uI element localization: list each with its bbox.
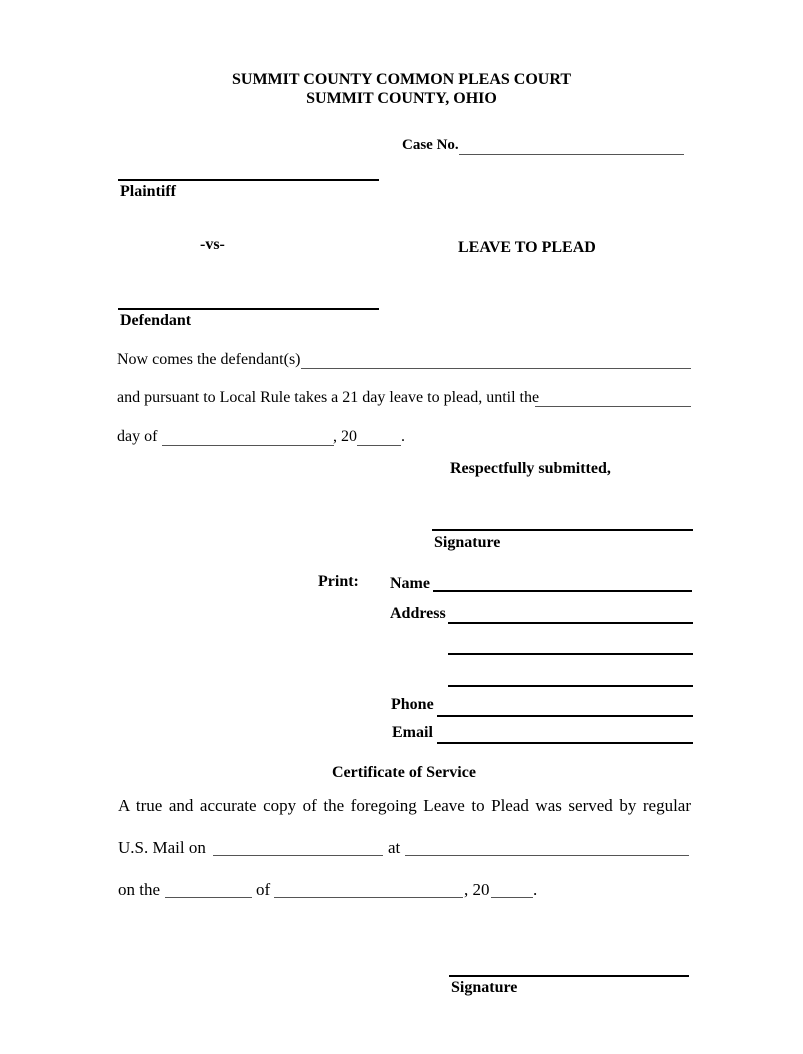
service-date-field[interactable] (213, 855, 383, 856)
plaintiff-name-field[interactable] (118, 179, 379, 181)
document-title: LEAVE TO PLEAD (458, 239, 596, 256)
address-label: Address (390, 605, 446, 622)
email-field[interactable] (437, 742, 693, 744)
case-number-label: Case No. (402, 137, 459, 153)
address-field-2[interactable] (448, 653, 693, 655)
certificate-on-the-label: on the (118, 880, 161, 899)
phone-label: Phone (391, 696, 434, 713)
certificate-mail-on-label: U.S. Mail on (118, 838, 206, 857)
certificate-at-label: at (388, 838, 401, 857)
service-address-field[interactable] (405, 855, 689, 856)
name-field[interactable] (433, 590, 692, 592)
body-line-3-year-prefix: , 20 (333, 428, 357, 445)
service-day-field[interactable] (165, 897, 252, 898)
versus-label: -vs- (200, 236, 225, 253)
body-line-1-text: Now comes the defendant(s) (117, 351, 301, 368)
certificate-signature-label: Signature (451, 979, 518, 996)
plead-year-field[interactable] (357, 445, 401, 446)
email-label: Email (392, 724, 433, 741)
signature-label: Signature (434, 534, 501, 551)
plead-month-field[interactable] (162, 445, 334, 446)
print-label: Print: (318, 573, 359, 590)
service-month-field[interactable] (274, 897, 463, 898)
address-field-1[interactable] (448, 622, 693, 624)
body-line-3-period: . (401, 428, 405, 445)
attorney-signature-field[interactable] (432, 529, 693, 531)
service-year-field[interactable] (491, 897, 533, 898)
defendant-label: Defendant (120, 312, 192, 329)
defendant-names-field[interactable] (301, 368, 691, 369)
respectfully-submitted: Respectfully submitted, (450, 460, 611, 477)
body-line-2-text: and pursuant to Local Rule takes a 21 day leave to plead, until the (117, 389, 540, 406)
name-label: Name (390, 575, 430, 592)
certificate-title: Certificate of Service (332, 764, 476, 781)
phone-field[interactable] (437, 715, 693, 717)
address-field-3[interactable] (448, 685, 693, 687)
plaintiff-label: Plaintiff (120, 183, 176, 200)
plead-until-date-field[interactable] (535, 406, 691, 407)
court-county: SUMMIT COUNTY, OHIO (306, 90, 497, 107)
defendant-name-field[interactable] (118, 308, 379, 310)
court-name: SUMMIT COUNTY COMMON PLEAS COURT (232, 71, 571, 88)
case-number-field[interactable] (459, 154, 684, 155)
certificate-year-prefix: , 20 (464, 880, 490, 899)
body-line-3-day-of: day of (117, 428, 158, 445)
certificate-line-1: A true and accurate copy of the foregoing Leave to Plead was served by regular (118, 796, 691, 815)
certificate-period: . (533, 880, 538, 899)
certificate-of-label: of (256, 880, 271, 899)
service-signature-field[interactable] (449, 975, 689, 977)
